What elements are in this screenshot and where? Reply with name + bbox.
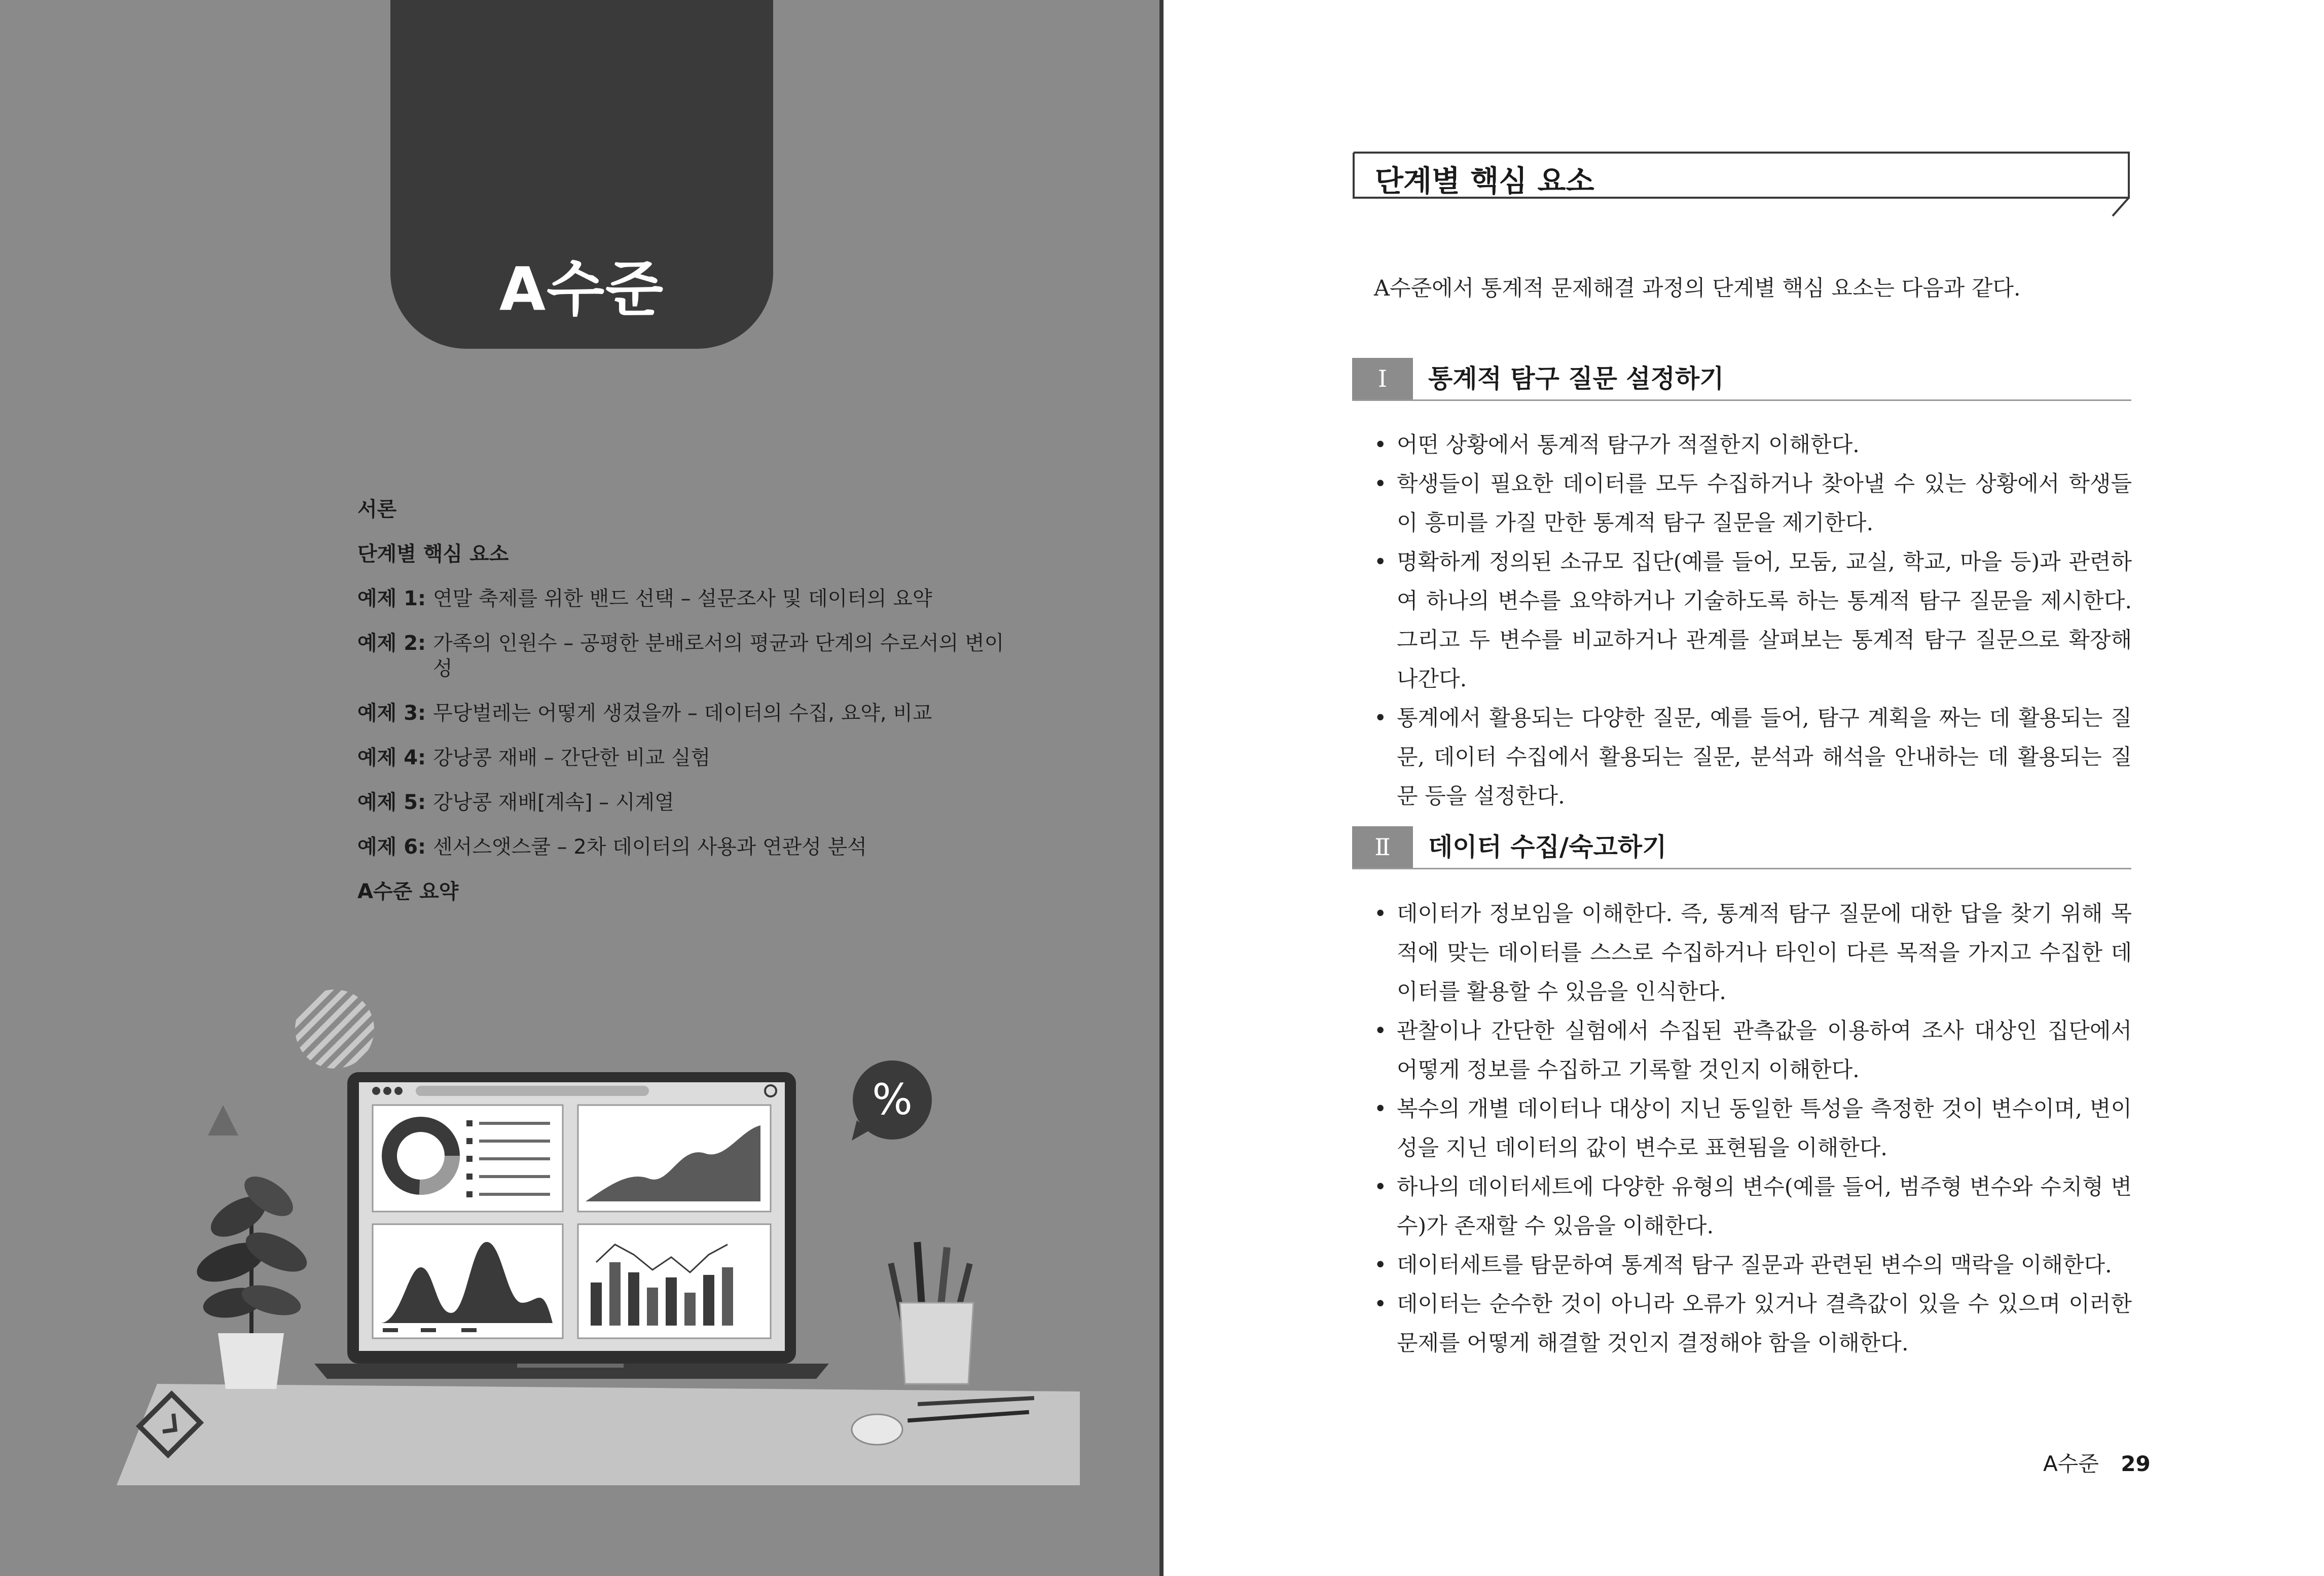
bullet-item: • 명확하게 정의된 소규모 집단(예를 들어, 모둠, 교실, 학교, 마을 등)과 관련하여 하나의 변수를 요약하거나 기술하도록 하는 통계적 탐구 질문을 제시한다. 그리고 두 변수를 비교하거나 관계를 살펴보는 통계적 탐구 질문으로 확장해 나간다.: [1374, 543, 2132, 699]
toc-item: [357, 879, 1016, 904]
toc-item: [357, 586, 1016, 611]
toc-item: [357, 631, 1016, 681]
bullet-item: • 통계에서 활용되는 다양한 질문, 예를 들어, 탐구 계획을 짜는 데 활용되는 질문, 데이터 수집에서 활용되는 질문, 분석과 해석을 안내하는 데 활용되는 질문 등을 설정한다.: [1374, 699, 2132, 816]
section-numeral: Ⅱ: [1352, 826, 1413, 868]
bullet-item: • 데이터는 순수한 것이 아니라 오류가 있거나 결측값이 있을 수 있으며 이러한 문제를 어떻게 해결할 것인지 결정해야 함을 이해한다.: [1374, 1285, 2132, 1363]
section-title: 데이터 수집/숙고하기: [1428, 832, 1667, 862]
page-number: 29: [2121, 1451, 2151, 1476]
toc-item: [357, 497, 1016, 522]
toc-item-text: 강낭콩 재배[계속] – 시계열: [433, 791, 674, 814]
toc-item-text: 강낭콩 재배 – 간단한 비교 실험: [433, 746, 711, 769]
section-numeral: Ⅰ: [1352, 358, 1413, 399]
section-header: [1352, 358, 2131, 401]
bullet-item: • 데이터가 정보임을 이해한다. 즉, 통계적 탐구 질문에 대한 답을 찾기 위해 목적에 맞는 데이터를 스스로 수집하거나 타인이 다른 목적을 가지고 수집한 데이터를 활용할 수 있음을 인식한다.: [1374, 895, 2132, 1012]
toc-item-text: 단계별 핵심 요소: [357, 542, 509, 566]
percent-symbol: %: [872, 1075, 913, 1124]
laptop-desk-illustration: [117, 978, 1080, 1485]
section-header: [1352, 826, 2131, 869]
footer-level-label: A수준: [2043, 1451, 2099, 1476]
toc-item-number: 예제 3:: [357, 702, 426, 725]
core-elements-title-box: [1352, 151, 2130, 198]
potted-plant: [192, 1169, 312, 1389]
bullet-item: • 하나의 데이터세트에 다양한 유형의 변수(예를 들어, 범주형 변수와 수치형 변수)가 존재할 수 있음을 이해한다.: [1374, 1168, 2132, 1246]
chapter-title: A수준: [499, 254, 665, 324]
bullet-item: • 데이터세트를 탐문하여 통계적 탐구 질문과 관련된 변수의 맥락을 이해한다.: [1374, 1246, 2132, 1285]
section-title: 통계적 탐구 질문 설정하기: [1428, 364, 1724, 393]
toc-item-number: 예제 4:: [357, 746, 426, 769]
section-bullet-list: [1374, 426, 2132, 816]
toc-item: [357, 541, 1016, 567]
desk-surface: [117, 1384, 1080, 1485]
bullet-item: • 복수의 개별 데이터나 대상이 지닌 동일한 특성을 측정한 것이 변수이며, 변이성을 지닌 데이터의 값이 변수로 표현됨을 이해한다.: [1374, 1090, 2132, 1168]
intro-paragraph: A수준에서 통계적 문제해결 과정의 단계별 핵심 요소는 다음과 같다.: [1374, 276, 2021, 301]
toc-item: [357, 834, 1016, 860]
bullet-item: • 어떤 상황에서 통계적 탐구가 적절한지 이해한다.: [1374, 426, 2132, 465]
toc-item-number: 예제 5:: [357, 791, 426, 814]
toc-item-number: 예제 1:: [357, 587, 426, 610]
toc-item-text: 무당벌레는 어떻게 생겼을까 – 데이터의 수집, 요약, 비교: [433, 702, 932, 725]
toc-item-text: 가족의 인원수 – 공평한 분배로서의 평균과 단계의 수로서의 변이성: [433, 632, 1004, 680]
toc-item-number: 예제 6:: [357, 835, 426, 859]
toc-item: [357, 745, 1016, 771]
mouse: [852, 1414, 902, 1445]
triangle-decoration: [208, 1105, 238, 1135]
right-page: [1164, 0, 2324, 1576]
percent-bubble: [852, 1060, 932, 1141]
toc-item: [357, 701, 1016, 726]
pen-cup: [888, 1242, 973, 1384]
bullet-item: • 학생들이 필요한 데이터를 모두 수집하거나 찾아낼 수 있는 상황에서 학생들이 흥미를 가질 만한 통계적 탐구 질문을 제기한다.: [1374, 465, 2132, 543]
section-bullet-list: [1374, 895, 2132, 1363]
book-spine: [1159, 0, 1164, 1576]
laptop: [314, 1072, 829, 1379]
toc-item-text: 센서스앳스쿨 – 2차 데이터의 사용과 연관성 분석: [433, 835, 867, 859]
page-footer: [2043, 1447, 2151, 1478]
toc-item-text: A수준 요약: [357, 880, 459, 903]
toc-item-text: 연말 축제를 위한 밴드 선택 – 설문조사 및 데이터의 요약: [433, 587, 932, 610]
toc-item: [357, 790, 1016, 815]
chapter-tab: [390, 0, 773, 349]
toc-item-number: 예제 2:: [357, 632, 426, 655]
striped-circle-decoration: [295, 989, 374, 1069]
left-page: [0, 0, 1159, 1576]
bullet-item: • 관찰이나 간단한 실험에서 수집된 관측값을 이용하여 조사 대상인 집단에서 어떻게 정보를 수집하고 기록할 것인지 이해한다.: [1374, 1012, 2132, 1090]
table-of-contents: [357, 497, 1016, 924]
toc-item-text: 서론: [357, 498, 397, 521]
core-elements-title: 단계별 핵심 요소: [1375, 164, 1594, 198]
